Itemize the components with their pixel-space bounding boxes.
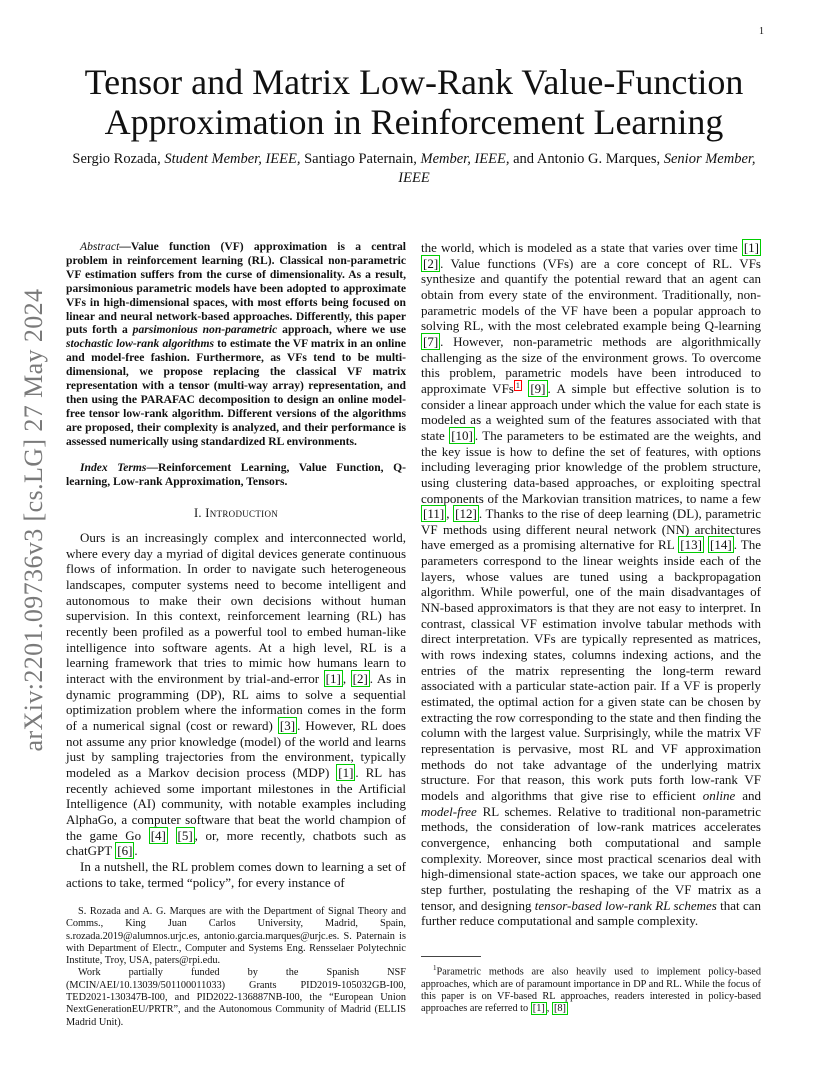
footnote-right [421, 962, 761, 1016]
author-3-role: Senior Member, IEEE [398, 151, 756, 186]
intro-text: RL schemes. Relative to traditional non-parametric methods, the consideration of low-rank matrices accelerates convergence, enhancing both computational and sample complexity. Moreover, since most practical scenarios deal with high-dimensional state-action spaces, we take our approach one step further, postulating the reshaping of the VF matrix as a tensor, and designing [421, 803, 761, 913]
citation-link[interactable]: [2] [352, 670, 368, 686]
footnote-1 [421, 962, 761, 1016]
intro-text: . The parameters correspond to the linear weights inside each of the layers, whose values are tuned using a backpropagation algorithm. While powerful, one of the main disadvantages of NN-based approximators is that they are not easy to interpret. In contrast, classical VF estimation involve tabular methods with direct interpretation. VFs are typically represented as matrices, with rows indexing states, columns indexing actions, and the entries of the matrix representing the long-term reward associated with a particular state-action pair. If a VF is properly estimated, the optimal action for a given state can be chosen by extracting the row corresponding to the state and then finding the column with the largest value. Surprisingly, while the matrix VF representation is pervasive, most RL and VF approximation methods do not take advantage of the underlying matrix structure. For that reason, this work puts forth low-rank VF models and algorithms that give rise to efficient [421, 537, 762, 803]
footnotes-left [66, 906, 406, 1029]
paper-title [60, 62, 768, 142]
intro-text: . Value functions (VFs) are a core concept of RL. VFs synthesize and quantify the potential reward that an agent can obtain from every state of the environment. Traditionally, non-parametric models of the VF have been a popular approach to solving RL, with the most celebrated example being Q-learning [421, 255, 761, 334]
author-2: Santiago Paternain, [304, 151, 417, 167]
citation-link[interactable]: [5] [177, 827, 193, 843]
author-1: Sergio Rozada, [72, 151, 161, 167]
section-title: Introduction [205, 506, 279, 521]
index-terms-text: —Reinforcement Learning, Value Function, Q-learning, Low-rank Approximation, Tensors. [66, 460, 406, 488]
intro-text: . However, RL does not assume any prior knowledge (model) of the world and learns just by sampling trajectories from the environment, typically modeled as a Markov decision process (MDP) [66, 717, 406, 780]
intro-text: Ours is an increasingly complex and interconnected world, where every day a myriad of digital devices generate continuous flows of information. In order to navigate such heterogeneous landscapes, computer systems need to become intelligent and autonomous to make their own decisions without human supervision. In this context, reinforcement learning (RL) has recently been profiled as a powerful tool to embed human-like intelligence into software agents. At a high level, RL is a learning framework that tries to mimic how humans learn to interact with the environment by trial-and-error [66, 530, 406, 686]
index-terms-label: Index Terms [80, 460, 147, 474]
intro-text: and [735, 787, 761, 803]
citation-link[interactable]: [10] [451, 427, 473, 443]
citation-link[interactable]: [9] [530, 380, 546, 396]
intro-text: . As in dynamic programming (DP), RL aims to solve a sequential optimization problem where the information comes in the form of a numerical signal (cost or reward) [66, 670, 407, 733]
footnote-mark: 1 [433, 964, 437, 972]
footnote-link[interactable]: 1 [515, 380, 520, 390]
citation-link[interactable]: [13] [680, 537, 702, 553]
intro-text: the world, which is modeled as a state that varies over time [421, 240, 742, 255]
citation-separator: , [342, 670, 351, 686]
funding-footnote: Work partially funded by the Spanish NSF (MCIN/AEI/10.13039/501100011033) Grants PID2019-105032GB-I00, TED2021-130347B-I00, and PID2022-136887NB-I00, the “European Union NextGenerationEU/PRTR”, and the Autonomous Community of Madrid (ELLIS Madrid Unit). [66, 967, 406, 1028]
citation-link[interactable]: [3] [279, 717, 296, 733]
citation-link[interactable]: [7] [423, 333, 439, 349]
citation-link[interactable]: [8] [553, 1003, 566, 1015]
arxiv-stamp-text: arXiv:2201.09736v3 [cs.LG] 27 May 2024 [19, 288, 48, 752]
citation-link[interactable]: [1] [743, 240, 759, 255]
citation-separator: , [546, 1003, 552, 1015]
footnote-text: Parametric methods are also heavily used to implement policy-based approaches, which are of paramount importance in DP and RL. While the focus of this paper is on VF-based RL approaches, readers interested in policy-based approaches are referred to [421, 966, 761, 1015]
section-number: I. [193, 506, 202, 521]
index-terms [66, 461, 406, 489]
abstract-label: Abstract [80, 240, 120, 253]
citation-link[interactable]: [4] [150, 827, 166, 843]
abstract [66, 240, 406, 449]
abstract-text-1: Value function (VF) approximation is a central problem in reinforcement learning (RL). Classical non-parametric VF estimation suffers from the curse of dimensionality. As a result, parsimonious parametric models have been adopted to approximate VFs in high-dimensional spaces, with most efforts being focused on linear and neural network-based approaches. Differently, this paper puts forth a [66, 240, 406, 337]
emphasis-online: online [702, 787, 736, 803]
citation-separator [168, 828, 176, 843]
intro-text: , or, more recently, chatbots such as chatGPT [66, 827, 407, 859]
affiliation-footnote: S. Rozada and A. G. Marques are with the Department of Signal Theory and Comms., King Juan Carlos University, Madrid, Spain, s.rozada.2019@alumnos.urjc.es, antonio.garcia.marques@urjc.es. S. Paternain is with Department of Electr., Computer and Systems Eng. Rensselaer Polytechnic Institute, Troy, USA, paters@rpi.edu. [66, 906, 406, 967]
citation-link[interactable]: [14] [710, 537, 732, 553]
citation-link[interactable]: [1] [325, 670, 341, 686]
intro-text: . [134, 843, 138, 859]
abstract-em-1: parsimonious non-parametric [132, 323, 278, 337]
intro-text: . However, non-parametric methods are algorithmically challenging as the size of the environment grows. To overcome this problem, parametric models have been introduced to approximate VFs [421, 333, 761, 396]
intro-paragraph-1 [66, 530, 406, 859]
intro-text: . The parameters to be estimated are the weights, and the key issue is how to define the set of features, with options including leveraging prior knowledge of the problem structure, using clustering data-based approaches, or exploiting spectral components of the Markovian transition matrices, to name a few [421, 427, 761, 506]
section-heading [66, 506, 406, 522]
citation-link[interactable]: [11] [423, 506, 445, 522]
citation-link[interactable]: [12] [455, 506, 477, 522]
intro-paragraph-2: In a nutshell, the RL problem comes down to learning a set of actions to take, termed “policy”, for every instance of [66, 858, 406, 890]
intro-text: . A simple but effective solution is to consider a linear approach under which the value for each state is modeled as a weighted sum of the features associated with that state [421, 380, 762, 443]
citation-link[interactable]: [2] [423, 255, 439, 271]
page-number: 1 [759, 26, 764, 37]
abstract-em-2: stochastic low-rank algorithms [66, 337, 215, 351]
abstract-text-2: approach, where we use [277, 323, 407, 337]
left-column [66, 240, 406, 890]
title-line-2: Approximation in Reinforcement Learning [104, 102, 724, 142]
citation-link[interactable]: [1] [338, 764, 354, 780]
abstract-dash: — [119, 240, 131, 253]
footnote-rule [421, 956, 481, 957]
intro-text: that can further reduce computational and sample complexity. [421, 897, 761, 929]
intro-paragraph-continued: the world, which is modeled as a state that varies over time [1] [2] . Value functions (VFs) are a core concept of RL. VFs synthesize and quantify the potential reward that an agent can obtain from every state of the environment. Traditionally, non-parametric models of the VF have been a popular approach to solving RL, with the most celebrated example being Q-learning [7] . However, non-parametric methods are algorithmically challenging as the size of the environment grows. To overcome this problem, parametric models have been introduced to approximate VFs $^1$ [9] . A simple but effective solution is to consider a linear approach under which the value for each state is modeled as a weighted sum of the features associated with that state [10] . The parameters to be estimated are the weights, and the key issue is how to define the set of features, with options including leveraging prior knowledge of the problem structure, using clustering data-based approaches, or exploiting spectral components of the Markovian transition matrices, to name a few [11] , [12] . Thanks to the rise of deep learning (DL), parametric VF methods using different neural network (NN) architectures have emerged as a promising alternative for RL [13] [14] . The parameters correspond to the linear weights inside each of the layers, whose values are tuned using a backpropagation algorithm. While powerful, one of the main disadvantages of NN-based approximators is that they are not easy to interpret. In contrast, classical VF estimation involve tabular methods with direct interpretation. VFs are typically represented as matrices, with rows indexing states, columns indexing actions, and the entries of the matrix representing the long-term reward associated with a particular state-action pair. If a VF is properly estimated, the optimal action for a given state can be chosen by extracting the row corresponding to the state and then finding the column with the largest value. Surprisingly, while the matrix VF representation is pervasive, most RL and VF approximation methods do not take advantage of the underlying matrix structure. For that reason, this work puts forth low-rank VF models and algorithms that give rise to efficient online and model-free RL schemes. Relative to traditional non-parametric methods, the consideration of low-rank matrices accelerates convergence, enhancing both computational and sample complexity. Moreover, since most practical scenarios deal with high-dimensional state-action spaces, we take our approach one step further, postulating the reshaping of the VF matrix as a tensor, and designing tensor-based low-rank RL schemes that can further reduce computational and sample complexity. [421, 240, 762, 929]
arxiv-stamp [19, 280, 48, 760]
intro-text: . Thanks to the rise of deep learning (DL), parametric VF methods using different neural network (NN) architectures have emerged as a promising alternative for RL [421, 506, 762, 553]
intro-text: . RL has recently achieved some important milestones in the Artificial Intelligence (AI) community, with notable examples including AlphaGo, a computer software that beat the world champion of the game Go [66, 764, 406, 843]
emphasis-model-free: model-free [421, 803, 477, 819]
right-column [421, 240, 761, 929]
author-list [66, 150, 762, 188]
author-2-role: Member, IEEE, [420, 151, 510, 167]
emphasis-tensor: tensor-based low-rank RL schemes [534, 897, 717, 913]
citation-link[interactable]: [6] [117, 843, 133, 859]
title-line-1: Tensor and Matrix Low-Rank Value-Function [84, 62, 744, 102]
author-3: and Antonio G. Marques, [513, 151, 661, 167]
author-1-role: Student Member, IEEE, [164, 151, 301, 167]
citation-link[interactable]: [1] [532, 1003, 545, 1015]
abstract-text-3: to estimate the VF matrix in an online and model-free fashion. Furthermore, as VFs tend to be multi-dimensional, we propose replacing the classical VF matrix representation with a tensor (multi-way array) representation, and then using the PARAFAC decomposition to design an online model-free tensor low-rank algorithm. Different versions of the algorithms are proposed, their complexity is analyzed, and their performance is assessed numerically using standardized RL environments. [66, 337, 406, 448]
